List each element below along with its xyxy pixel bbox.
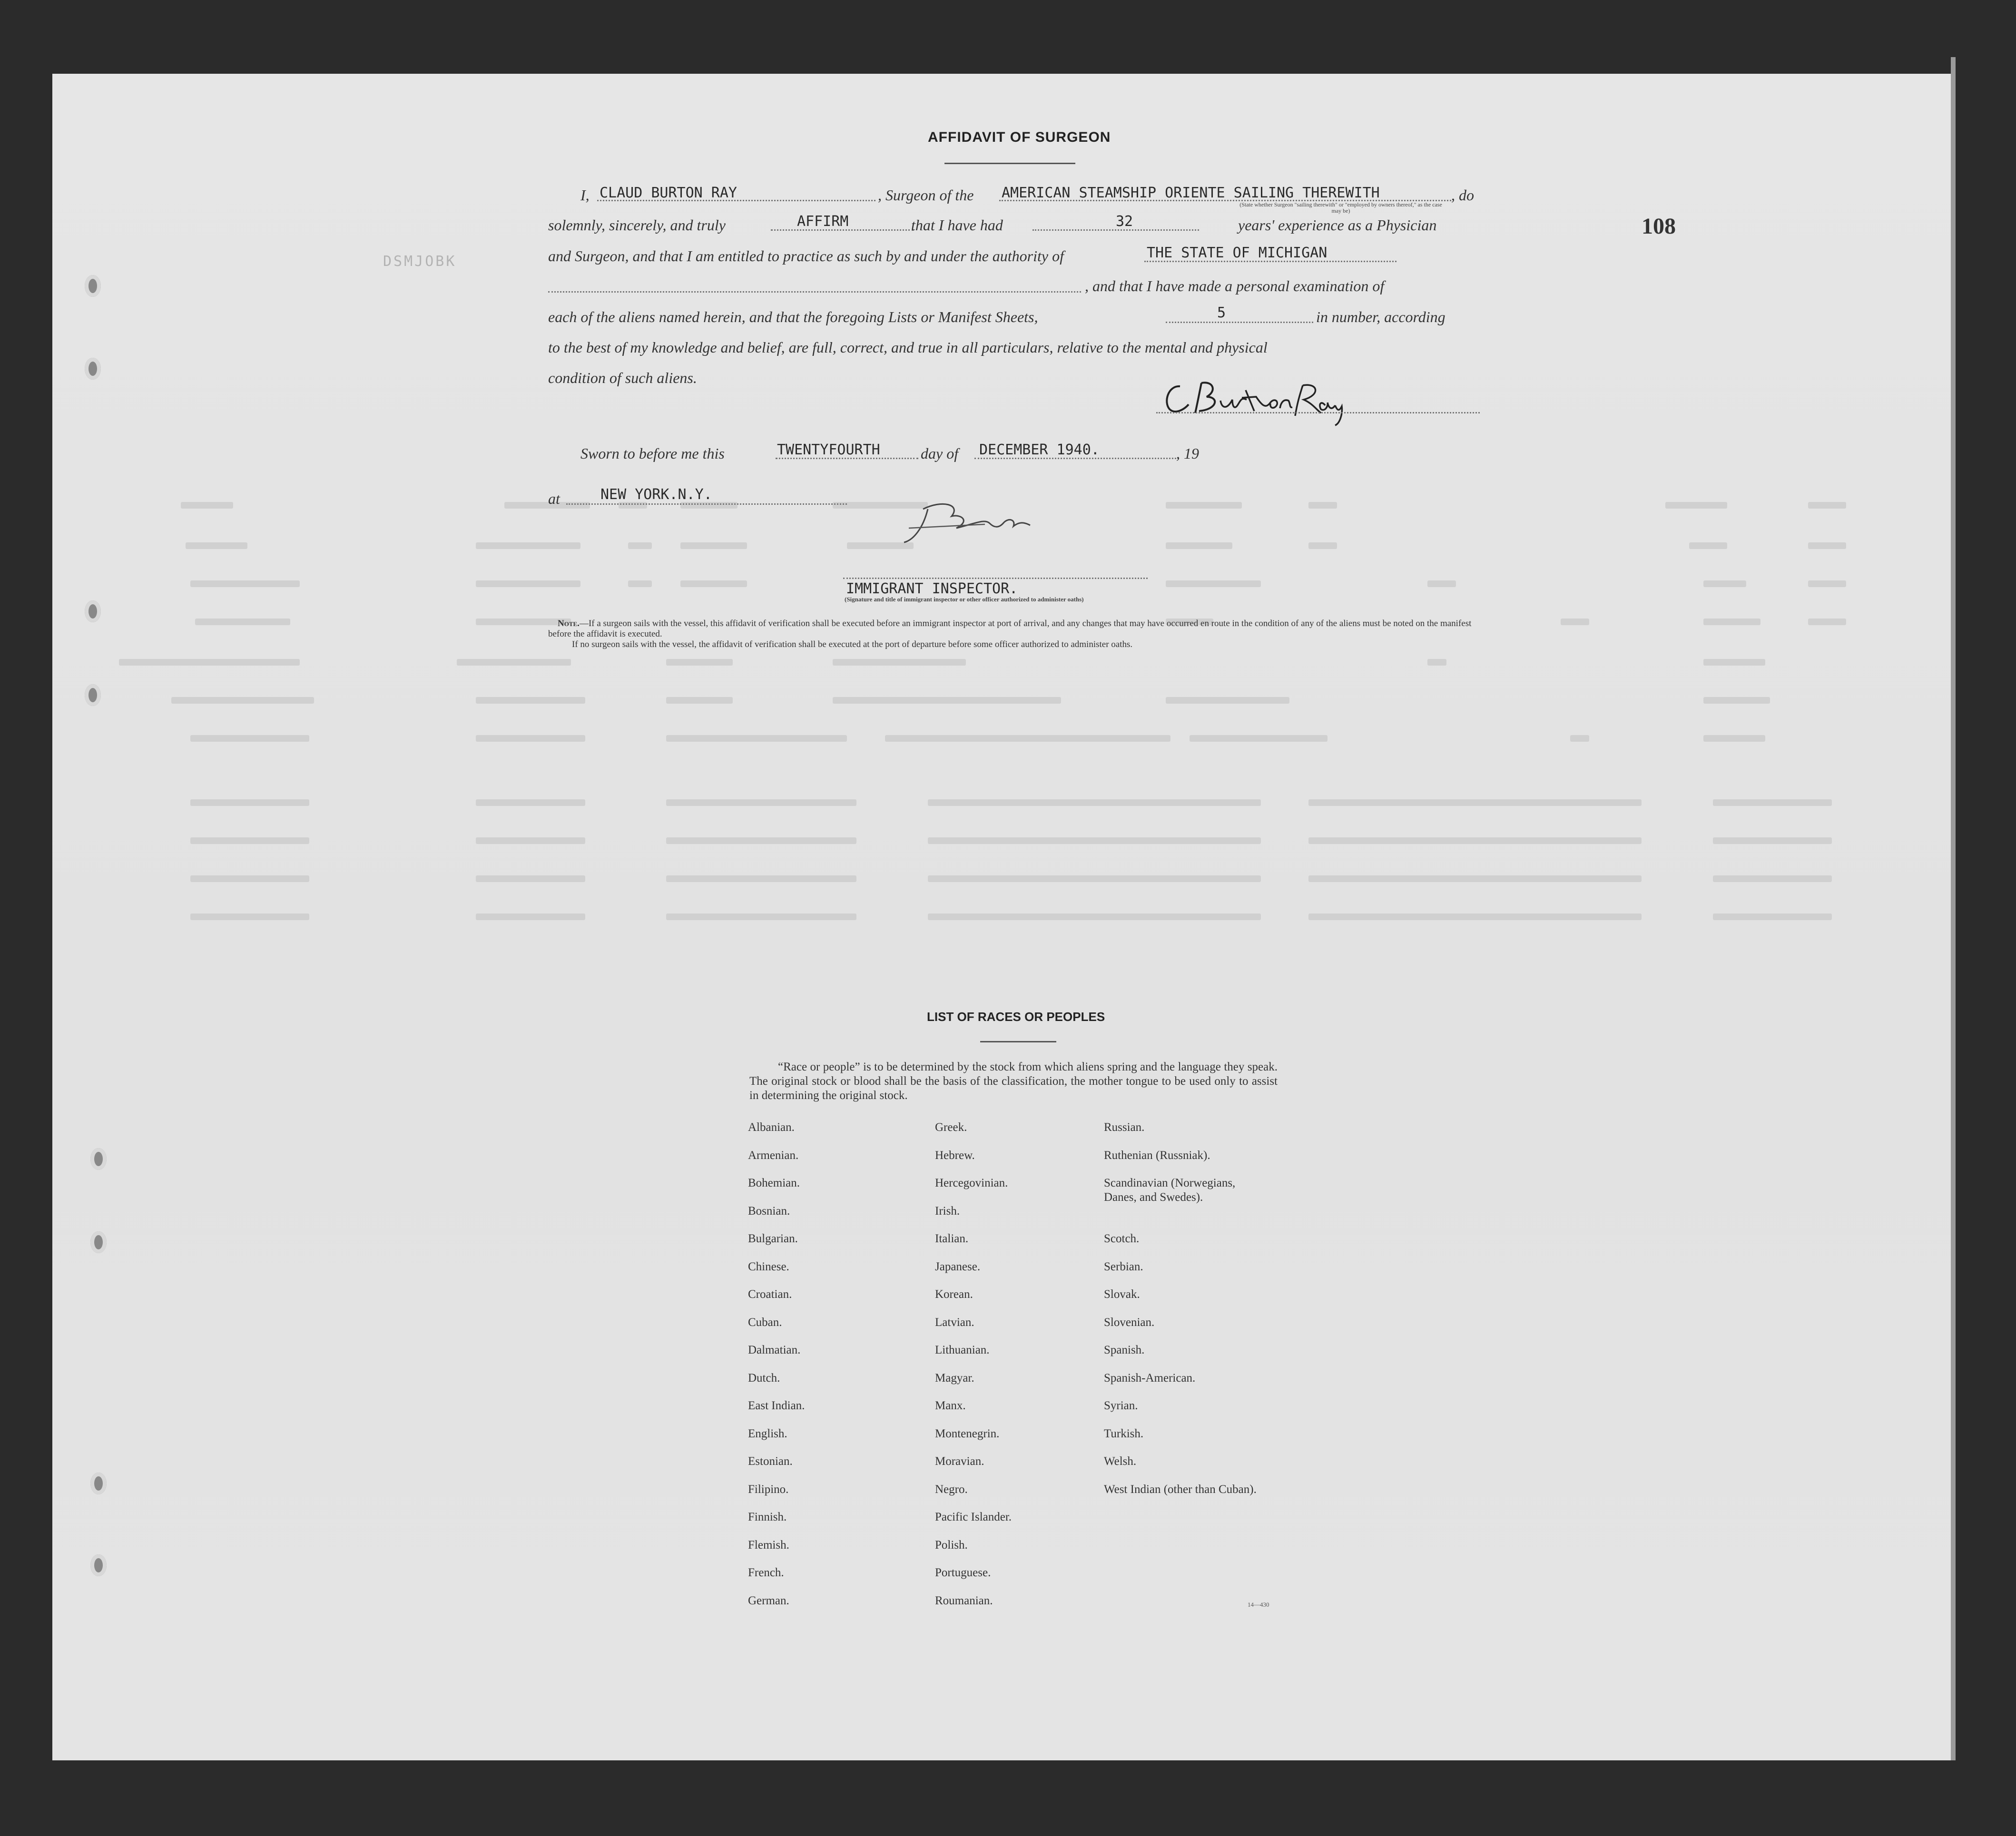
note-paragraph-1: —If a surgeon sails with the vessel, this affidavit of verification shall be executed before an immigrant inspector at port of arrival, and any changes that may have occurred en route in the condition of any of the aliens must be noted on the manifest before the affidavit is executed.: [548, 619, 1472, 639]
affidavit-text: condition of such aliens.: [548, 369, 697, 386]
affidavit-text: , Surgeon of the: [878, 187, 974, 204]
race-item: Chinese.: [748, 1260, 789, 1273]
affidavit-text: , do: [1451, 187, 1474, 204]
binder-hole: [90, 1148, 107, 1170]
fill-line: [1166, 322, 1313, 323]
binder-hole: [90, 1473, 107, 1494]
race-item: Serbian.: [1104, 1260, 1143, 1273]
race-item: Japanese.: [935, 1260, 981, 1273]
race-item: Montenegrin.: [935, 1427, 1000, 1440]
inspector-note: (Signature and title of immigrant inspector or other officer authorized to administer oaths): [845, 596, 1084, 603]
race-item: Croatian.: [748, 1288, 792, 1301]
affidavit-title: AFFIDAVIT OF SURGEON: [928, 129, 1111, 145]
race-item: German.: [748, 1594, 789, 1607]
affidavit-text: I,: [580, 187, 590, 204]
bleed-through-stamp: DSMJOBK: [383, 253, 457, 270]
race-item: Estonian.: [748, 1455, 793, 1468]
vessel-note: (State whether Surgeon "sailing therewith" or "employed by owners thereof," as the case may be): [1239, 201, 1442, 214]
oath-word: AFFIRM: [797, 213, 849, 230]
race-item: French.: [748, 1566, 784, 1579]
binder-hole: [85, 275, 101, 297]
fill-line: [548, 291, 1081, 293]
race-item: Bohemian.: [748, 1177, 800, 1189]
surgeon-name: CLAUD BURTON RAY: [600, 185, 737, 201]
race-item: Welsh.: [1104, 1455, 1137, 1468]
affidavit-text: in number, according: [1316, 308, 1446, 325]
sworn-text: day of: [921, 445, 959, 462]
binder-hole: [85, 358, 101, 380]
race-item: Korean.: [935, 1288, 973, 1301]
race-item: Bulgarian.: [748, 1232, 798, 1245]
race-item: Hercegovinian.: [935, 1177, 1008, 1189]
race-item: Cuban.: [748, 1316, 782, 1329]
race-item: Turkish.: [1104, 1427, 1144, 1440]
race-item: Polish.: [935, 1538, 968, 1551]
inspector-line: [843, 578, 1148, 579]
race-item: Manx.: [935, 1399, 966, 1412]
page-edge-shadow: [1951, 57, 1956, 1760]
race-item: Slovenian.: [1104, 1316, 1155, 1329]
race-item: Irish.: [935, 1204, 960, 1217]
sworn-month-year: DECEMBER 1940.: [979, 442, 1100, 458]
race-item: Filipino.: [748, 1483, 789, 1496]
race-item: Bosnian.: [748, 1204, 790, 1217]
race-item: Ruthenian (Russniak).: [1104, 1149, 1210, 1162]
race-item: Slovak.: [1104, 1288, 1140, 1301]
inspector-title: IMMIGRANT INSPECTOR.: [846, 580, 1018, 597]
affidavit-text: solemnly, sincerely, and truly: [548, 216, 726, 234]
race-item: Negro.: [935, 1483, 968, 1496]
binder-hole: [85, 684, 101, 706]
races-column-2: [935, 1120, 1012, 1621]
race-item: East Indian.: [748, 1399, 805, 1412]
race-item: Greek.: [935, 1121, 967, 1134]
affidavit-text: years' experience as a Physician: [1238, 216, 1437, 234]
race-item: Dutch.: [748, 1371, 780, 1384]
races-title-underline: [980, 1041, 1056, 1042]
race-item: Hebrew.: [935, 1149, 975, 1162]
binder-hole: [90, 1554, 107, 1576]
sworn-text: at: [548, 490, 560, 507]
race-item: English.: [748, 1427, 787, 1440]
race-item: Syrian.: [1104, 1399, 1138, 1412]
race-item: Albanian.: [748, 1121, 795, 1134]
page-number: 108: [1642, 214, 1676, 239]
affidavit-text: , and that I have made a personal examination of: [1085, 277, 1385, 295]
licensing-authority: THE STATE OF MICHIGAN: [1147, 245, 1328, 261]
races-column-1: [748, 1120, 805, 1621]
note-label: Note.: [558, 619, 580, 628]
race-item: Russian.: [1104, 1121, 1145, 1134]
race-item: Magyar.: [935, 1371, 974, 1384]
races-list-title: LIST OF RACES OR PEOPLES: [927, 1010, 1105, 1024]
race-item: Finnish.: [748, 1511, 787, 1523]
sworn-place: NEW YORK.N.Y.: [600, 486, 712, 503]
races-intro: “Race or people” is to be determined by the stock from which aliens spring and the language they speak. The original stock or blood shall be the basis of the classification, the mother tongue to be used only to assist in determining the original stock.: [749, 1060, 1278, 1102]
race-item: Dalmatian.: [748, 1344, 801, 1356]
title-underline: [944, 163, 1075, 164]
race-item: Spanish.: [1104, 1344, 1145, 1356]
race-item: Pacific Islander.: [935, 1511, 1012, 1523]
surgeon-signature: [1161, 376, 1361, 428]
form-number: 14—430: [1248, 1601, 1269, 1608]
binder-hole: [85, 600, 101, 622]
sworn-day: TWENTYFOURTH: [777, 442, 880, 458]
inspector-signature: [895, 495, 1066, 552]
affidavit-text: each of the aliens named herein, and that the foregoing Lists or Manifest Sheets,: [548, 308, 1038, 325]
affidavit-text: that I have had: [911, 216, 1003, 234]
race-item: Roumanian.: [935, 1594, 993, 1607]
signature-line: [1156, 412, 1480, 413]
race-item: Italian.: [935, 1232, 969, 1245]
race-item: Lithuanian.: [935, 1344, 990, 1356]
race-item: West Indian (other than Cuban).: [1104, 1483, 1257, 1496]
race-item: Spanish-American.: [1104, 1371, 1196, 1384]
affidavit-text: to the best of my knowledge and belief, are full, correct, and true in all particulars, relative to the mental and physical: [548, 339, 1268, 356]
races-column-3: [1104, 1120, 1266, 1510]
race-item: Scotch.: [1104, 1232, 1140, 1245]
fill-line: [566, 503, 847, 505]
sheet-count: 5: [1217, 304, 1226, 321]
sworn-text: , 19: [1176, 445, 1199, 462]
race-item: Scandinavian (Norwegians, Danes, and Swedes).: [1104, 1177, 1236, 1204]
vessel-name: AMERICAN STEAMSHIP ORIENTE SAILING THEREWITH: [1002, 185, 1380, 201]
binder-hole: [90, 1231, 107, 1253]
affidavit-note: [548, 619, 1478, 639]
note-paragraph-2: If no surgeon sails with the vessel, the affidavit of verification shall be executed at the port of departure before some officer authorized to administer oaths.: [572, 639, 1133, 649]
sworn-text: Sworn to before me this: [580, 445, 725, 462]
race-item: Portuguese.: [935, 1566, 991, 1579]
years-experience: 32: [1116, 213, 1133, 230]
race-item: Latvian.: [935, 1316, 974, 1329]
affidavit-text: and Surgeon, and that I am entitled to practice as such by and under the authority of: [548, 247, 1064, 265]
race-item: Flemish.: [748, 1538, 789, 1551]
race-item: Armenian.: [748, 1149, 799, 1162]
race-item: Moravian.: [935, 1455, 984, 1468]
